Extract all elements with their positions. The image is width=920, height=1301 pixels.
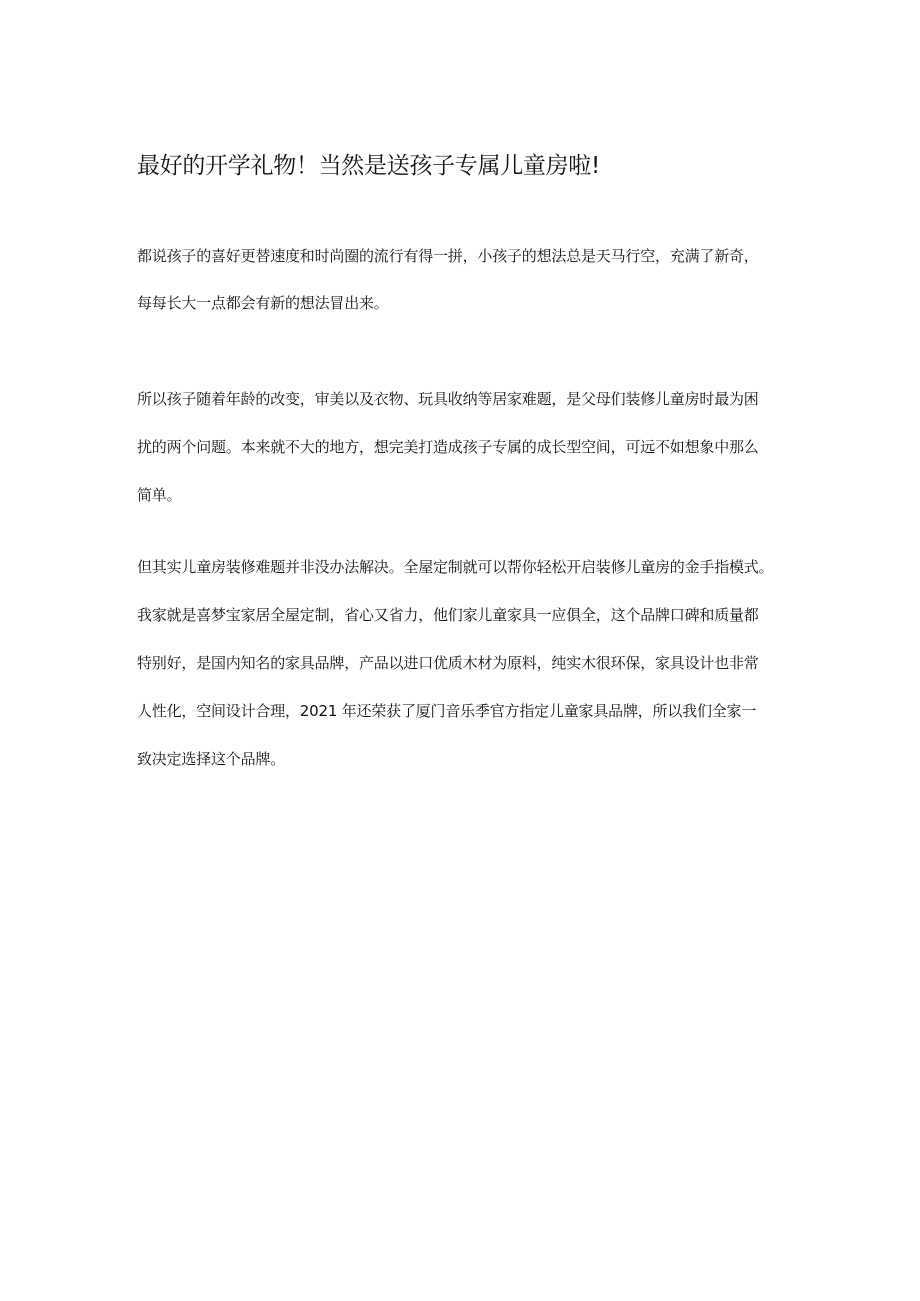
paragraph-3-line-2: 我家就是喜梦宝家居全屋定制，省心又省力，他们家儿童家具一应俱全，这个品牌口碑和质量都 — [137, 606, 759, 624]
paragraph-2-line-2: 扰的两个问题。本来就不大的地方，想完美打造成孩子专属的成长型空间，可远不如想象中那么 — [137, 438, 759, 456]
paragraph-3-line-1: 但其实儿童房装修难题并非没办法解决。全屋定制就可以帮你轻松开启装修儿童房的金手指模式。 — [137, 558, 774, 576]
paragraph-1-line-2: 每每长大一点都会有新的想法冒出来。 — [137, 294, 389, 312]
paragraph-1-line-1: 都说孩子的喜好更替速度和时尚圈的流行有得一拼，小孩子的想法总是天马行空，充满了新奇， — [137, 247, 759, 265]
paragraph-3-line-3: 特别好，是国内知名的家具品牌，产品以进口优质木材为原料，纯实木很环保，家具设计也非常 — [137, 654, 759, 672]
paragraph-3-line-5: 致决定选择这个品牌。 — [137, 750, 286, 768]
paragraph-2-line-1: 所以孩子随着年龄的改变，审美以及衣物、玩具收纳等居家难题，是父母们装修儿童房时最为困 — [137, 390, 759, 408]
paragraph-2-line-3: 简单。 — [137, 486, 182, 504]
document-title: 最好的开学礼物！当然是送孩子专属儿童房啦! — [137, 153, 600, 179]
paragraph-3-line-4: 人性化，空间设计合理，2021 年还荣获了厦门音乐季官方指定儿童家具品牌，所以我们全家一 — [137, 702, 757, 720]
